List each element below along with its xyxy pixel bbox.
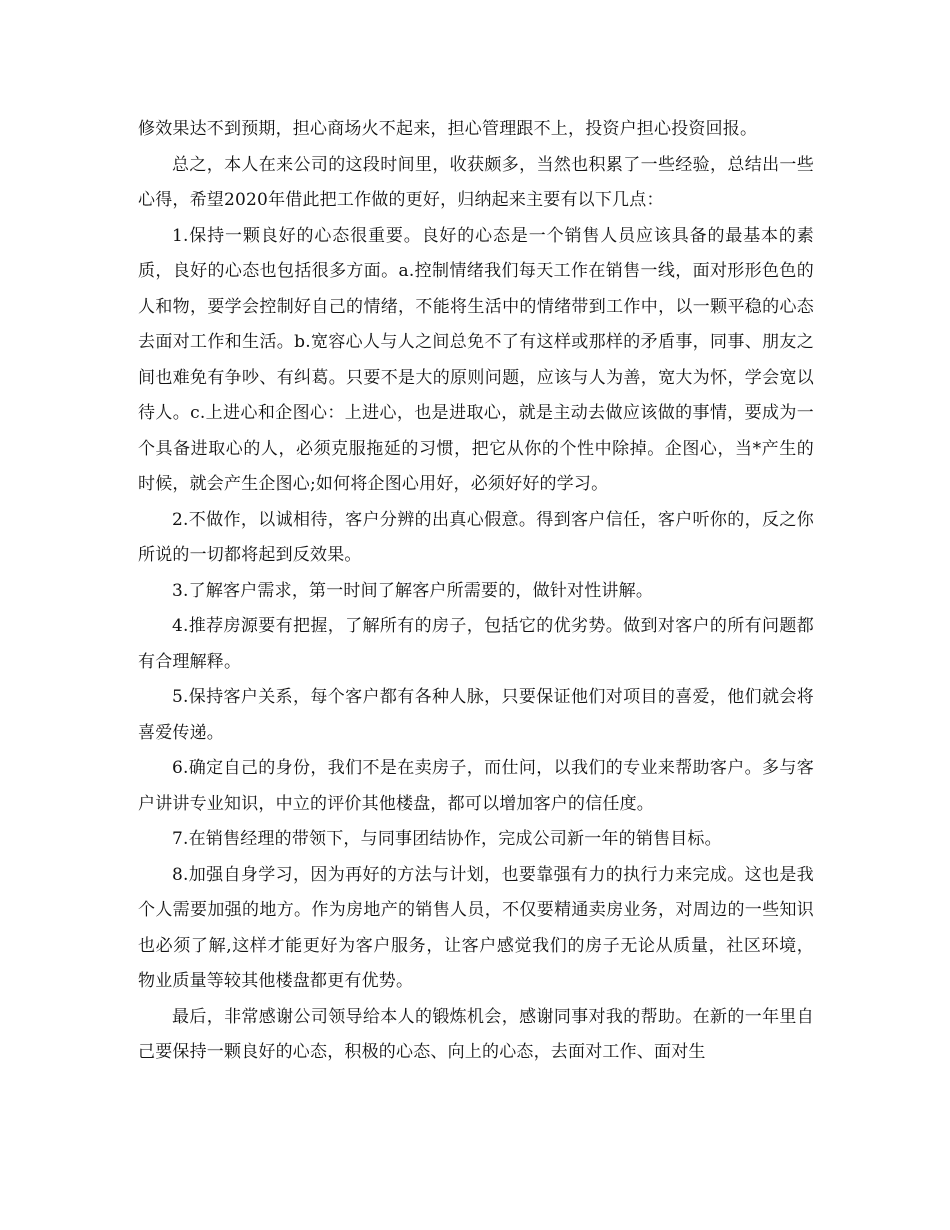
paragraph-closing: 最后，非常感谢公司领导给本人的锻炼机会，感谢同事对我的帮助。在新的一年里自己要保持一颗良好的心态，积极的心态、向上的心态，去面对工作、面对生 bbox=[138, 1006, 814, 1062]
paragraph-point-6: 6.确定自己的身份，我们不是在卖房子，而仕问，以我们的专业来帮助客户。多与客户讲讲专业知识，中立的评价其他楼盘，都可以增加客户的信任度。 bbox=[138, 758, 814, 814]
paragraph-point-4: 4.推荐房源要有把握，了解所有的房子，包括它的优劣势。做到对客户的所有问题都有合理解释。 bbox=[138, 616, 814, 672]
paragraph-point-8: 8.加强自身学习，因为再好的方法与计划，也要靠强有力的执行力来完成。这也是我个人需要加强的地方。作为房地产的销售人员，不仅要精通卖房业务，对周边的一些知识也必须了解,这样才能更好为客户服务，让客户感觉我们的房子无论从质量，社区环境，物业质量等较其他楼盘都更有优势。 bbox=[138, 864, 814, 991]
paragraph-summary: 总之，本人在来公司的这段时间里，收获颇多，当然也积累了一些经验，总结出一些心得，希望2020年借此把工作做的更好，归纳起来主要有以下几点： bbox=[138, 154, 814, 210]
paragraph-point-5: 5.保持客户关系，每个客户都有各种人脉，只要保证他们对项目的喜爱，他们就会将喜爱传递。 bbox=[138, 687, 814, 743]
paragraph-point-3: 3.了解客户需求，第一时间了解客户所需要的，做针对性讲解。 bbox=[172, 580, 654, 601]
paragraph-point-2: 2.不做作，以诚相待，客户分辨的出真心假意。得到客户信任，客户听你的，反之你所说的一切都将起到反效果。 bbox=[138, 509, 814, 565]
paragraph-point-1: 1.保持一颗良好的心态很重要。良好的心态是一个销售人员应该具备的最基本的素质，良好的心态也包括很多方面。a.控制情绪我们每天工作在销售一线，面对形形色色的人和物，要学会控制好自己的情绪，不能将生活中的情绪带到工作中，以一颗平稳的心态去面对工作和生活。b.宽容心人与人之间总免不了有这样或那样的矛盾事，同事、朋友之间也难免有争吵、有纠葛。只要不是大的原则问题，应该与人为善，宽大为怀，学会宽以待人。c.上进心和企图心：上进心，也是进取心，就是主动去做应该做的事情，要成为一个具备进取心的人，必须克服拖延的习惯，把它从你的个性中除掉。企图心，当*产生的时候，就会产生企图心;如何将企图心用好，必须好好的学习。 bbox=[138, 225, 814, 494]
document-body bbox=[138, 112, 814, 1071]
paragraph-point-7: 7.在销售经理的带领下，与同事团结协作，完成公司新一年的销售目标。 bbox=[172, 829, 722, 849]
paragraph-continuation: 修效果达不到预期，担心商场火不起来，担心管理跟不上，投资户担心投资回报。 bbox=[138, 119, 758, 139]
